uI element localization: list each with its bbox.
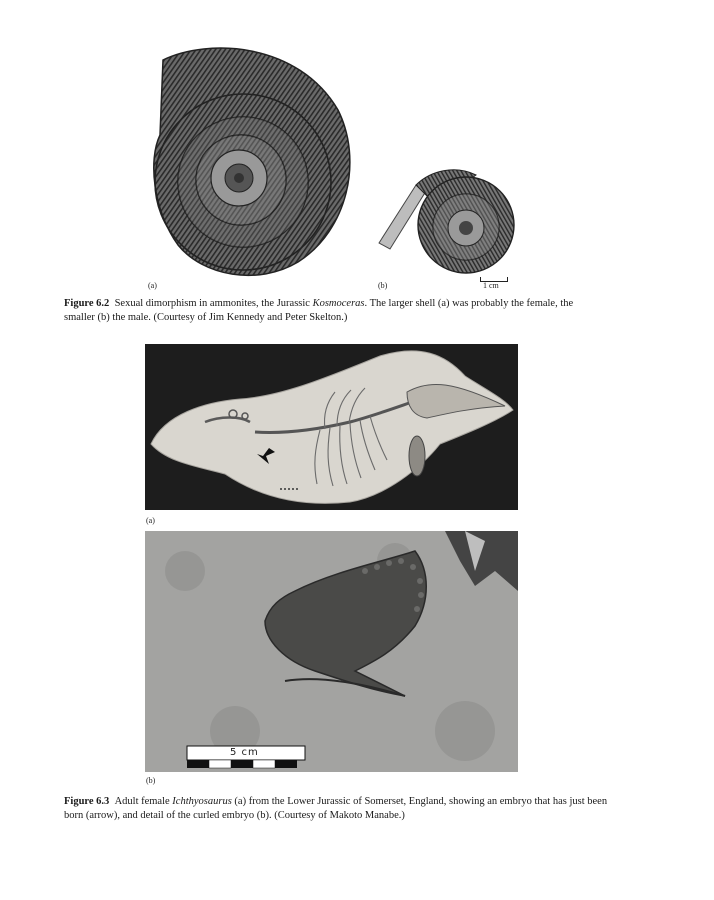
caption-text: Sexual dimorphism in ammonites, the Jurassic <box>114 298 313 309</box>
fig62-label-a: (a) <box>148 281 157 290</box>
caption-figure-number: Figure 6.2 <box>64 298 110 309</box>
figure-6-2-caption <box>64 297 584 325</box>
ammonite-large-image <box>148 40 358 280</box>
figure-6-3-caption <box>64 795 624 823</box>
caption-italic-taxon: Ichthyosaurus <box>172 796 232 807</box>
fig63-label-a: (a) <box>146 516 155 525</box>
ichthyosaurus-photo-b <box>145 531 518 772</box>
ichthyosaurus-photo-a <box>145 344 518 510</box>
ammonite-small-image <box>376 165 521 277</box>
scale-bar-5cm-label: 5 cm <box>230 747 259 758</box>
fig63-label-b: (b) <box>146 776 156 785</box>
caption-text-continued: (a) from the Lower Jurassic of Somerset, England, showing an embryo that has just been born (arrow), and detail of the curled embryo (b). (Courtesy of Makoto Manabe.) <box>64 796 608 821</box>
figure-6-2 <box>0 0 714 340</box>
caption-text: Adult female <box>114 796 173 807</box>
caption-text-continued: . The larger shell (a) was probably the female, the smaller (b) the male. (Courtesy of Jim Kennedy and Peter Skelton.) <box>64 298 574 323</box>
fig62-label-b: (b) <box>378 281 388 290</box>
scale-bar-1cm-label: 1 cm <box>483 281 499 290</box>
caption-figure-number: Figure 6.3 <box>64 796 110 807</box>
caption-italic-taxon: Kosmoceras <box>312 298 365 309</box>
